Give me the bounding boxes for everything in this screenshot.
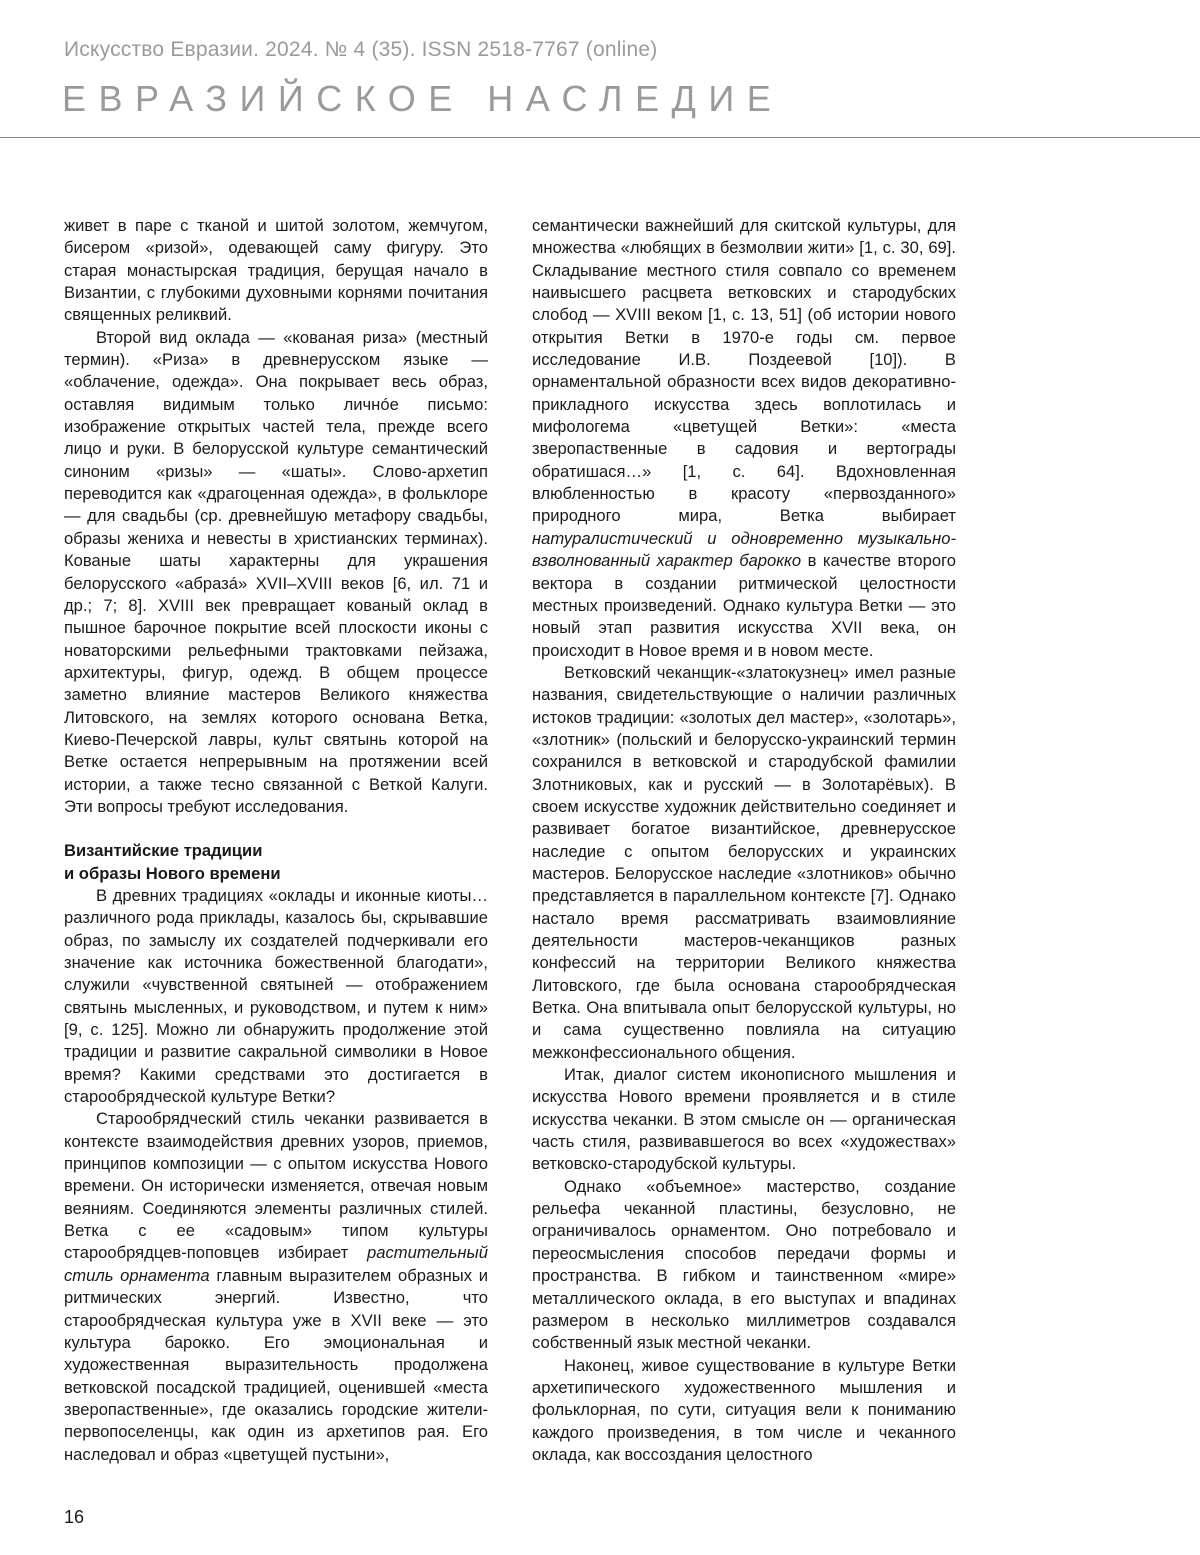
text-run: семантически важнейший для скитской культуры, для множества «любящих в безмолвии жити» [1, с. 30, 69]. Складывание местного стиля совпало со временем наивысшего расцвета ветковских и стародубских слобод — XVIII веком [1, с. 13, 51] (об истории нового открытия Ветки в 1970-е годы см. первое исследование И.В. Поздеевой [10]). В орнаментальной образности всех видов декоративно-прикладного искусства здесь воплотилась и мифологема «цветущей Ветки»: «места зверопаственные в садовия и вертограды обратишася…» [1, с. 64]. Вдохновленная влюбленностью в красоту «первозданного» природного мира, Ветка выбирает	[532, 216, 956, 526]
paragraph: Ветковский чеканщик-«златокузнец» имел разные названия, свидетельствующие о наличии различных истоков традиции: «золотых дел мастер», «золотарь», «злотник» (польский и белорусско-украинский термин сохранился в ветковской и стародубской фамилии Злотниковых, как и русский — в Золотарёвых). В своем искусстве художник действительно соединяет и развивает богатое византийское, древнерусское наследие с опытом белорусских и украинских мастеров. Белорусское наследие «злотников» обычно представляется в параллельном контексте [7]. Однако настало время рассматривать взаимовлияние деятельности мастеров-чеканщиков разных конфессий на территории Великого княжества Литовского, где была основана старообрядческая Ветка. Она впитывала опыт белорусской культуры, но и сама существенно повлияла на ситуацию межконфессионального общения.	[532, 662, 956, 1062]
page-number: 16	[64, 1507, 85, 1527]
paragraph	[64, 1108, 488, 1466]
paragraph: Однако «объемное» мастерство, создание рельефа чеканной пластины, безусловно, не ограничивалось орнаментом. Оно потребовало и переосмысления способов передачи формы и пространства. В гибком и таинственном «мире» металлического оклада, в его выступах и впадинах размером в несколько миллиметров создавался собственный язык местной чеканки.	[532, 1176, 956, 1353]
text-run: в качестве второго вектора в создании ритмической целостности местных произведений. Однако культура Ветки — это новый этап развития искусства XVII века, он происходит в Новое время и в новом месте.	[532, 551, 956, 660]
section-title: ЕВРАЗИЙСКОЕ НАСЛЕДИЕ	[62, 78, 784, 119]
text-run: главным выразителем образных и ритмических энергий. Известно, что старообрядческая культура уже в XVII веке — это культура барокко. Его эмоциональная и художественная выразительность продолжена ветковской посадской традицией, оценившей «места зверопаственные», где оказались городские жители-первопоселенцы, как один из архетипов рая. Его наследовал и образ «цветущей пустыни»,	[64, 1265, 488, 1464]
paragraph: живет в паре с тканой и шитой золотом, жемчугом, бисером «ризой», одевающей саму фигуру. Это старая монастырская традиция, берущая начало в Византии, с глубокими духовными корнями почитания священных реликвий.	[64, 216, 488, 325]
paragraph: В древних традициях «оклады и иконные киоты… различного рода приклады, казалось бы, скрывавшие образ, по замыслу их создателей подчеркивали его значение как источника божественной благодати», служили «чувственной святыней — отображением святынь мысленных, и руководством, и путем к ним» [9, с. 125]. Можно ли обнаружить продолжение этой традиции и развитие сакральной символики в Новое время? Какими средствами это достигается в старообрядческой культуре Ветки?	[64, 885, 488, 1107]
paragraph: Итак, диалог систем иконописного мышления и искусства Нового времени проявляется и в стиле искусства чеканки. В этом смысле он — органическая часть стиля, развивавшегося во всех «художествах» ветковско-стародубской культуры.	[532, 1065, 956, 1174]
paragraph: Второй вид оклада — «кованая риза» (местный термин). «Риза» в древнерусском языке — «облачение, одежда». Она покрывает весь образ, оставляя видимым только личнóе письмо: изображение открытых частей тела, прежде всего лицо и руки. В белорусской культуре семантический синоним «ризы» — «шаты». Слово-архетип переводится как «драгоценная одежда», в фольклоре — для свадьбы (ср. древнейшую метафору свадьбы, образы жениха и невесты в христианских терминах). Кованые шаты характерны для украшения белорусского «абразá» XVII–XVIII веков [6, ил. 71 и др.; 7; 8]. XVIII век превращает кованый оклад в пышное барочное покрытие всей плоскости иконы с новаторскими рельефными трактовками пейзажа, архитектуры, фигур, одежд. В общем процессе заметно влияние мастеров Великого княжества Литовского, на землях которого основана Ветка, Киево-Печерской лавры, культ святынь которой на Ветке остается непрерывным на протяжении всей истории, а также тесно связанной с Веткой Калуги. Эти вопросы требуют исследования.	[64, 327, 488, 816]
paragraph: Наконец, живое существование в культуре Ветки архетипического художественного мышления и фольклорная, по сути, ситуация вели к пониманию каждого произведения, в том числе и чеканного оклада, как воссоздания целостного	[532, 1355, 956, 1464]
section-heading-line: и образы Нового времени	[64, 863, 281, 883]
left-column	[64, 215, 488, 1466]
right-column	[532, 215, 956, 1466]
journal-citation: Искусство Евразии. 2024. № 4 (35). ISSN 2518-7767 (online)	[64, 38, 658, 61]
italic-term: натуралистический и одновременно музыкально-взволнованный характер барокко	[532, 528, 956, 571]
section-heading-line: Византийские традиции	[64, 841, 263, 861]
header-divider	[0, 137, 1200, 138]
paragraph	[532, 215, 956, 662]
italic-term: растительный стиль орнамента	[64, 1243, 488, 1285]
text-run: Старообрядческий стиль чеканки развивается в контексте взаимодействия древних узоров, приемов, принципов композиции — с опытом искусства Нового времени. Он исторически изменяется, отвечая новым веяниям. Соединяются элементы различных стилей. Ветка с ее «садовым» типом культуры старообрядцев-поповцев избирает	[64, 1109, 488, 1263]
